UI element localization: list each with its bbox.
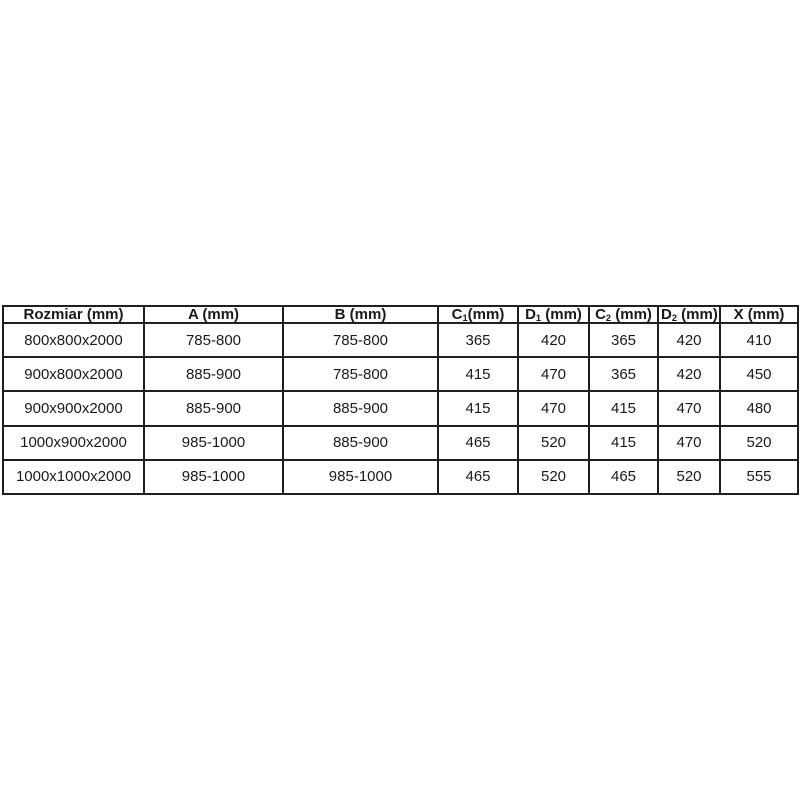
c1-cell: 415: [438, 391, 518, 425]
size-cell: 900x800x2000: [3, 357, 144, 391]
c1-cell: 465: [438, 460, 518, 494]
a-cell: 985-1000: [144, 460, 283, 494]
dimensions-table: [2, 305, 799, 495]
c2-cell: 365: [589, 323, 658, 357]
c2-cell: 415: [589, 426, 658, 460]
d1-cell: 470: [518, 391, 589, 425]
d1-cell: 470: [518, 357, 589, 391]
x-cell: 450: [720, 357, 798, 391]
d1-cell: 520: [518, 426, 589, 460]
size-cell: 1000x1000x2000: [3, 460, 144, 494]
d2-cell: 520: [658, 460, 720, 494]
x-cell: 480: [720, 391, 798, 425]
table-body: [3, 323, 798, 494]
c1-cell: 415: [438, 357, 518, 391]
column-header-rozmiar: Rozmiar (mm): [3, 306, 144, 323]
d1-cell: 420: [518, 323, 589, 357]
c2-cell: 415: [589, 391, 658, 425]
table-header: [3, 306, 798, 323]
size-cell: 900x900x2000: [3, 391, 144, 425]
a-cell: 785-800: [144, 323, 283, 357]
column-header-x: X (mm): [720, 306, 798, 323]
size-cell: 1000x900x2000: [3, 426, 144, 460]
dimensions-table-container: [2, 305, 798, 495]
c1-cell: 365: [438, 323, 518, 357]
c2-cell: 465: [589, 460, 658, 494]
table-row: [3, 391, 798, 425]
x-cell: 410: [720, 323, 798, 357]
b-cell: 985-1000: [283, 460, 438, 494]
x-cell: 555: [720, 460, 798, 494]
table-row: [3, 460, 798, 494]
c2-cell: 365: [589, 357, 658, 391]
table-row: [3, 323, 798, 357]
column-header-b: B (mm): [283, 306, 438, 323]
x-cell: 520: [720, 426, 798, 460]
column-header-a: A (mm): [144, 306, 283, 323]
d2-cell: 470: [658, 391, 720, 425]
column-header-d2: $D_2$ (mm): [658, 306, 720, 323]
d2-cell: 420: [658, 323, 720, 357]
a-cell: 985-1000: [144, 426, 283, 460]
column-header-c2: $C_2$ (mm): [589, 306, 658, 323]
d2-cell: 420: [658, 357, 720, 391]
a-cell: 885-900: [144, 391, 283, 425]
header-row: [3, 306, 798, 323]
column-header-c1: $C_1(mm)$: [438, 306, 518, 323]
b-cell: 785-800: [283, 357, 438, 391]
b-cell: 885-900: [283, 426, 438, 460]
c1-cell: 465: [438, 426, 518, 460]
b-cell: 885-900: [283, 391, 438, 425]
table-row: [3, 426, 798, 460]
table-row: [3, 357, 798, 391]
b-cell: 785-800: [283, 323, 438, 357]
d2-cell: 470: [658, 426, 720, 460]
a-cell: 885-900: [144, 357, 283, 391]
column-header-d1: $D_1$ (mm): [518, 306, 589, 323]
size-cell: 800x800x2000: [3, 323, 144, 357]
d1-cell: 520: [518, 460, 589, 494]
